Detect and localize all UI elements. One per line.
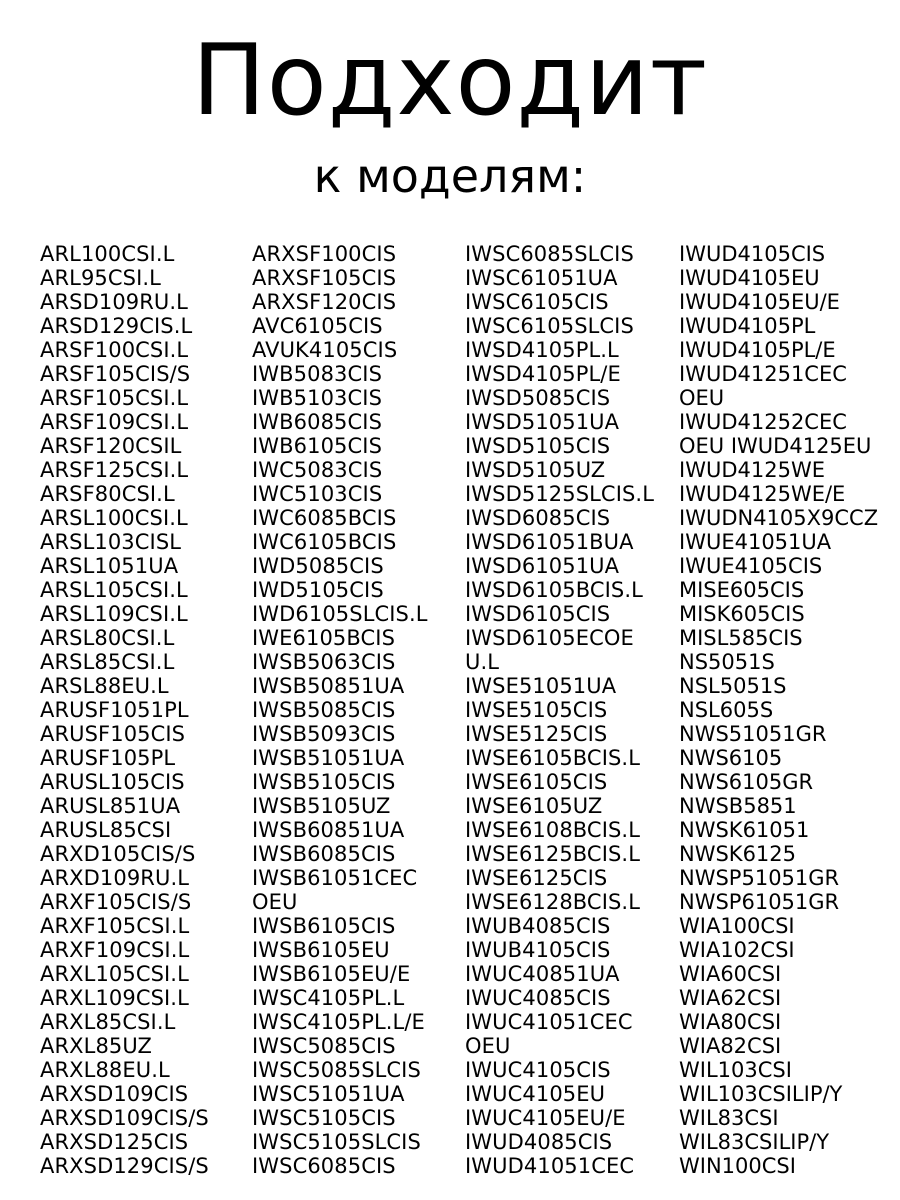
model-item: ARUSL851UA: [40, 794, 181, 818]
model-item: IWSC4105PL.L: [252, 986, 405, 1010]
model-item: IWSE51051UA: [465, 674, 617, 698]
model-column-3: [465, 242, 654, 1178]
model-item: IWSB5105CIS: [252, 770, 396, 794]
model-item: WIA60CSI: [679, 962, 782, 986]
model-item: IWB5083CIS: [252, 362, 382, 386]
model-item: ARSL80CSI.L: [40, 626, 175, 650]
model-item: IWUB4085CIS: [465, 914, 611, 938]
model-item: IWUC4105CIS: [465, 1058, 611, 1082]
model-item: IWSB6105EU: [252, 938, 390, 962]
model-item: ARXL85UZ: [40, 1034, 152, 1058]
model-item: IWSB50851UA: [252, 674, 405, 698]
model-item: ARXSF120CIS: [252, 290, 397, 314]
model-item: ARSF100CSI.L: [40, 338, 189, 362]
model-item: IWSE6105BCIS.L: [465, 746, 640, 770]
model-item: IWUC4105EU: [465, 1082, 606, 1106]
model-item: IWUD41051CEC: [465, 1154, 635, 1178]
model-item: MISL585CIS: [679, 626, 803, 650]
model-item: ARL100CSI.L: [40, 242, 175, 266]
model-item: IWUD4105CIS: [679, 242, 826, 266]
model-item: ARUSL105CIS: [40, 770, 185, 794]
model-item: IWSB6105CIS: [252, 914, 396, 938]
model-item: ARUSL85CSI: [40, 818, 172, 842]
model-item: IWSB5085CIS: [252, 698, 396, 722]
model-item: IWSE5105CIS: [465, 698, 608, 722]
model-item: IWSD6105CIS: [465, 602, 611, 626]
model-item: IWD5105CIS: [252, 578, 384, 602]
model-item: IWUC4105EU/E: [465, 1106, 626, 1130]
model-item: OEU: [252, 890, 298, 914]
model-item: IWSB5105UZ: [252, 794, 391, 818]
model-item: WIL83CSILIP/Y: [679, 1130, 830, 1154]
model-column-4: [679, 242, 878, 1178]
model-item: ARXL105CSI.L: [40, 962, 189, 986]
model-item: ARXSD125CIS: [40, 1130, 189, 1154]
model-item: IWSD6105ECOE: [465, 626, 634, 650]
model-item: WIL103CSI: [679, 1058, 792, 1082]
model-item: IWSC5085CIS: [252, 1034, 396, 1058]
model-item: ARSL103CISL: [40, 530, 182, 554]
model-item: IWUD4125WE: [679, 458, 825, 482]
model-item: ARXF109CSI.L: [40, 938, 190, 962]
model-item: ARSF80CSI.L: [40, 482, 175, 506]
model-item: ARSD129CIS.L: [40, 314, 193, 338]
model-item: ARXL88EU.L: [40, 1058, 170, 1082]
model-item: IWD6105SLCIS.L: [252, 602, 428, 626]
model-item: WIA100CSI: [679, 914, 795, 938]
model-item: IWSD5125SLCIS.L: [465, 482, 654, 506]
model-column-1: [40, 242, 209, 1178]
model-item: ARSL105CSI.L: [40, 578, 188, 602]
model-item: ARXSF100CIS: [252, 242, 397, 266]
model-item: IWC5083CIS: [252, 458, 383, 482]
model-item: IWUE41051UA: [679, 530, 832, 554]
model-item: IWSC6105SLCIS: [465, 314, 634, 338]
model-item: IWUD4105EU: [679, 266, 820, 290]
model-item: ARXSD109CIS/S: [40, 1106, 209, 1130]
model-item: IWSE6108BCIS.L: [465, 818, 640, 842]
model-item: IWSD4105PL/E: [465, 362, 621, 386]
model-item: WIA80CSI: [679, 1010, 782, 1034]
model-item: IWB6085CIS: [252, 410, 382, 434]
model-item: ARXL109CSI.L: [40, 986, 189, 1010]
page-subtitle: к моделям:: [313, 149, 587, 203]
model-item: IWSC4105PL.L/E: [252, 1010, 425, 1034]
model-item: NWSB5851: [679, 794, 797, 818]
model-item: IWSC6085SLCIS: [465, 242, 634, 266]
model-item: IWSD5105CIS: [465, 434, 611, 458]
model-item: IWSC61051UA: [465, 266, 618, 290]
model-item: IWUDN4105X9CCZ: [679, 506, 879, 530]
model-item: NWSP61051GR: [679, 890, 840, 914]
model-item: IWUD4105PL/E: [679, 338, 836, 362]
model-item: AVUK4105CIS: [252, 338, 398, 362]
model-item: ARXD105CIS/S: [40, 842, 196, 866]
model-item: IWSE6105CIS: [465, 770, 608, 794]
model-item: NWS6105GR: [679, 770, 814, 794]
model-item: WIA102CSI: [679, 938, 795, 962]
model-item: MISE605CIS: [679, 578, 805, 602]
model-item: IWSC5085SLCIS: [252, 1058, 421, 1082]
model-item: IWSC51051UA: [252, 1082, 405, 1106]
model-item: IWD5085CIS: [252, 554, 384, 578]
model-item: NWS51051GR: [679, 722, 827, 746]
model-item: IWUC40851UA: [465, 962, 620, 986]
model-item: ARSL1051UA: [40, 554, 179, 578]
page-title: Подходит: [192, 24, 708, 138]
model-item: IWSB6085CIS: [252, 842, 396, 866]
model-item: IWUE4105CIS: [679, 554, 823, 578]
model-item: ARXF105CSI.L: [40, 914, 190, 938]
model-item: U.L: [465, 650, 500, 674]
model-item: WIA82CSI: [679, 1034, 782, 1058]
model-item: IWSC6085CIS: [252, 1154, 396, 1178]
model-item: IWB6105CIS: [252, 434, 382, 458]
model-item: MISK605CIS: [679, 602, 805, 626]
model-item: IWSC5105SLCIS: [252, 1130, 421, 1154]
model-item: IWSE6105UZ: [465, 794, 603, 818]
model-item: OEU: [679, 386, 725, 410]
model-item: IWC6085BCIS: [252, 506, 397, 530]
model-item: WIL83CSI: [679, 1106, 779, 1130]
model-item: NSL605S: [679, 698, 774, 722]
model-item: IWSD51051UA: [465, 410, 620, 434]
model-item: IWSB5063CIS: [252, 650, 396, 674]
model-item: IWUD4125WE/E: [679, 482, 846, 506]
model-item: IWUC4085CIS: [465, 986, 611, 1010]
model-item: ARSF105CSI.L: [40, 386, 189, 410]
model-item: IWSD4105PL.L: [465, 338, 619, 362]
model-item: WIA62CSI: [679, 986, 782, 1010]
model-item: IWUB4105CIS: [465, 938, 611, 962]
model-item: IWUD4105PL: [679, 314, 816, 338]
model-item: ARSF105CIS/S: [40, 362, 191, 386]
model-item: ARXF105CIS/S: [40, 890, 192, 914]
model-item: ARXSF105CIS: [252, 266, 397, 290]
model-item: ARUSF105CIS: [40, 722, 186, 746]
model-item: IWSB60851UA: [252, 818, 405, 842]
model-item: IWE6105BCIS: [252, 626, 395, 650]
model-item: IWSD61051UA: [465, 554, 620, 578]
model-item: IWSC6105CIS: [465, 290, 609, 314]
model-item: IWSE5125CIS: [465, 722, 608, 746]
model-item: IWSD5105UZ: [465, 458, 606, 482]
model-item: IWUC41051CEC: [465, 1010, 633, 1034]
model-item: IWUD41251CEC: [679, 362, 847, 386]
model-item: WIL103CSILIP/Y: [679, 1082, 843, 1106]
model-item: ARSL85CSI.L: [40, 650, 175, 674]
model-item: ARL95CSI.L: [40, 266, 161, 290]
model-item: ARSL100CSI.L: [40, 506, 188, 530]
model-item: ARXL85CSI.L: [40, 1010, 176, 1034]
model-item: IWSE6125CIS: [465, 866, 608, 890]
model-item: ARSL88EU.L: [40, 674, 169, 698]
model-item: ARUSF105PL: [40, 746, 176, 770]
model-item: ARXSD129CIS/S: [40, 1154, 209, 1178]
model-item: OEU: [465, 1034, 511, 1058]
model-column-2: [252, 242, 428, 1178]
model-item: ARSD109RU.L: [40, 290, 188, 314]
model-item: OEU IWUD4125EU: [679, 434, 872, 458]
model-item: IWSB51051UA: [252, 746, 405, 770]
model-item: IWSB5093CIS: [252, 722, 396, 746]
model-item: IWUD4105EU/E: [679, 290, 840, 314]
model-item: IWSE6125BCIS.L: [465, 842, 640, 866]
model-item: IWSE6128BCIS.L: [465, 890, 640, 914]
model-item: IWSD6085CIS: [465, 506, 611, 530]
model-item: AVC6105CIS: [252, 314, 383, 338]
model-item: NS5051S: [679, 650, 775, 674]
model-item: IWSD61051BUA: [465, 530, 634, 554]
model-item: ARSF120CSIL: [40, 434, 182, 458]
model-item: WIN100CSI: [679, 1154, 796, 1178]
model-item: ARSF125CSI.L: [40, 458, 189, 482]
model-item: NWSP51051GR: [679, 866, 840, 890]
model-item: IWC5103CIS: [252, 482, 383, 506]
model-item: ARXSD109CIS: [40, 1082, 189, 1106]
model-item: IWSC5105CIS: [252, 1106, 396, 1130]
model-item: ARUSF1051PL: [40, 698, 189, 722]
model-item: NWS6105: [679, 746, 783, 770]
model-item: IWC6105BCIS: [252, 530, 397, 554]
model-item: ARXD109RU.L: [40, 866, 190, 890]
model-item: NWSK6125: [679, 842, 797, 866]
model-item: NSL5051S: [679, 674, 787, 698]
model-item: IWSB6105EU/E: [252, 962, 411, 986]
model-item: IWUD4085CIS: [465, 1130, 613, 1154]
model-list: [0, 242, 900, 1182]
model-item: ARSL109CSI.L: [40, 602, 188, 626]
model-item: ARSF109CSI.L: [40, 410, 189, 434]
model-item: NWSK61051: [679, 818, 810, 842]
model-item: IWSD6105BCIS.L: [465, 578, 643, 602]
model-item: IWSB61051CEC: [252, 866, 418, 890]
model-item: IWSD5085CIS: [465, 386, 611, 410]
model-item: IWB5103CIS: [252, 386, 382, 410]
model-item: IWUD41252CEC: [679, 410, 847, 434]
